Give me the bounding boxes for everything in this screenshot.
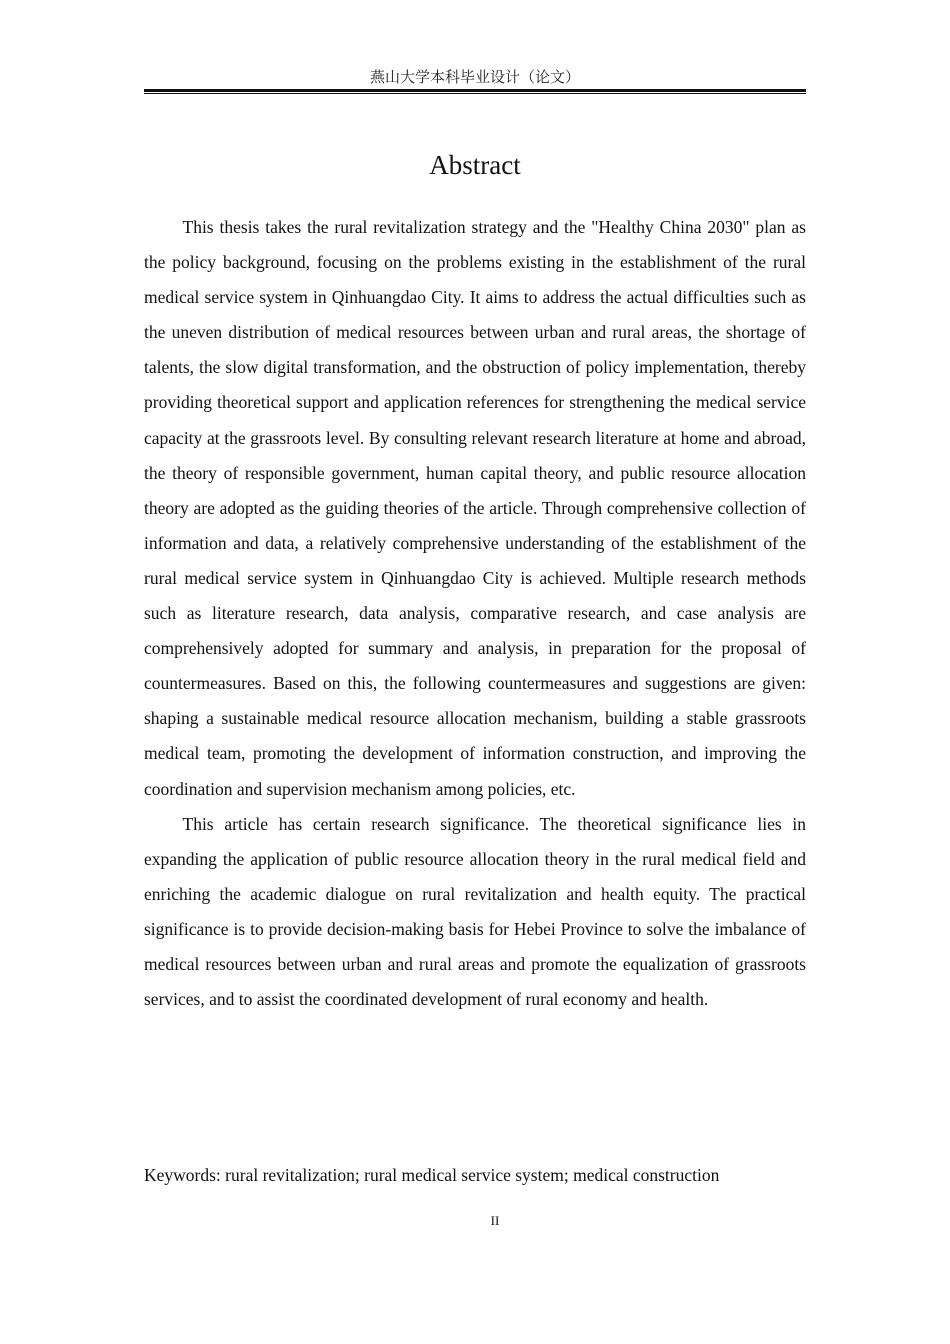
page-number: II [490,1213,500,1228]
abstract-body [144,210,806,1017]
keywords-line: Keywords: rural revitalization; rural medical service system; medical construction [144,1165,720,1185]
running-header: 燕山大学本科毕业设计（论文） [369,68,580,86]
header-rule-thick [144,89,806,92]
abstract-paragraph-2: This article has certain research significance. The theoretical significance lies in expanding the application of public resource allocation theory in the rural medical field and enriching the academic dialogue on rural revitalization and health equity. The practical significance is to provide decision-making basis for Hebei Province to solve the imbalance of medical resources between urban and rural areas and promote the equalization of grassroots services, and to assist the coordinated development of rural economy and health. [144,813,806,1010]
header-rule-thin [144,93,806,94]
abstract-paragraph-1: This thesis takes the rural revitalization strategy and the "Healthy China 2030" plan as the policy background, focusing on the problems existing in the establishment of the rural medical service system in Qinhuangdao City. It aims to address the actual difficulties such as the uneven distribution of medical resources between urban and rural areas, the shortage of talents, the slow digital transformation, and the obstruction of policy implementation, thereby providing theoretical support and application references for strengthening the medical service capacity at the grassroots level. By consulting relevant research literature at home and abroad, the theory of responsible government, human capital theory, and public resource allocation theory are adopted as the guiding theories of the article. Through comprehensive collection of information and data, a relatively comprehensive understanding of the establishment of the rural medical service system in Qinhuangdao City is achieved. Multiple research methods such as literature research, data analysis, comparative research, and case analysis are comprehensively adopted for summary and analysis, in preparation for the proposal of countermeasures. Based on this, the following countermeasures and suggestions are given: shaping a sustainable medical resource allocation mechanism, building a stable grassroots medical team, promoting the development of information construction, and improving the coordination and supervision mechanism among policies, etc. [144,217,806,799]
page-title: Abstract [429,150,521,180]
